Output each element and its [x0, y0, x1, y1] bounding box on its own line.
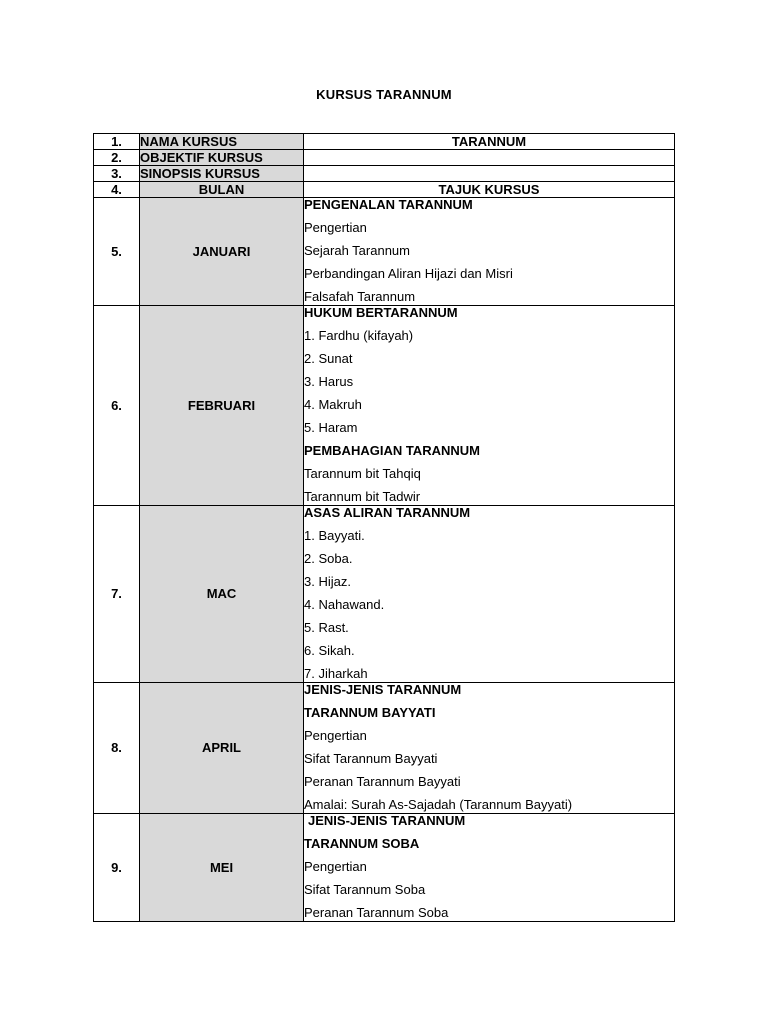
topic-line: Falsafah Tarannum [304, 289, 416, 304]
topic-cell [304, 814, 675, 922]
table-row [94, 166, 675, 182]
row-number: 5. [94, 198, 140, 306]
topic-heading: PEMBAHAGIAN TARANNUM [304, 443, 480, 458]
topic-line: 4. Makruh [304, 397, 362, 412]
table-row [94, 134, 675, 150]
topic-line: Pengertian [304, 220, 367, 235]
topic-line: Perbandingan Aliran Hijazi dan Misri [304, 266, 513, 281]
row-number: 3. [94, 166, 140, 182]
row-number: 7. [94, 506, 140, 683]
topic-line: Tarannum bit Tadwir [304, 489, 421, 504]
month-cell: MEI [140, 814, 304, 922]
month-cell: APRIL [140, 683, 304, 814]
topic-line: 4. Nahawand. [304, 597, 385, 612]
topic-line: 5. Rast. [304, 620, 349, 635]
row-number: 8. [94, 683, 140, 814]
table-row [94, 814, 675, 922]
row-number: 2. [94, 150, 140, 166]
course-table [93, 133, 675, 922]
topic-heading: JENIS-JENIS TARANNUM [304, 682, 462, 697]
topic-line: 3. Hijaz. [304, 574, 351, 589]
topic-line: Peranan Tarannum Soba [304, 905, 449, 920]
topic-line: 2. Sunat [304, 351, 353, 366]
row-label: NAMA KURSUS [140, 134, 304, 150]
table-row [94, 150, 675, 166]
topic-line: Peranan Tarannum Bayyati [304, 774, 461, 789]
topic-line: 2. Soba. [304, 551, 353, 566]
topic-line: Sejarah Tarannum [304, 243, 410, 258]
row-number: 1. [94, 134, 140, 150]
topic-line: 6. Sikah. [304, 643, 355, 658]
table-row [94, 182, 675, 198]
topic-cell [304, 683, 675, 814]
topic-heading: JENIS-JENIS TARANNUM [308, 813, 466, 828]
topic-line: Tarannum bit Tahqiq [304, 466, 421, 481]
topic-line: Pengertian [304, 728, 367, 743]
topic-heading: HUKUM BERTARANNUM [304, 305, 458, 320]
column-header-topic: TAJUK KURSUS [304, 182, 675, 198]
table-row [94, 306, 675, 506]
topic-line: Sifat Tarannum Bayyati [304, 751, 438, 766]
row-value: TARANNUM [304, 134, 675, 150]
table-row [94, 683, 675, 814]
topic-line: 1. Fardhu (kifayah) [304, 328, 414, 343]
month-cell: MAC [140, 506, 304, 683]
topic-heading: ASAS ALIRAN TARANNUM [304, 505, 471, 520]
row-label: SINOPSIS KURSUS [140, 166, 304, 182]
topic-line: 1. Bayyati. [304, 528, 365, 543]
topic-heading: PENGENALAN TARANNUM [304, 197, 473, 212]
table-row [94, 506, 675, 683]
row-value [304, 150, 675, 166]
topic-line: Sifat Tarannum Soba [304, 882, 426, 897]
row-label: OBJEKTIF KURSUS [140, 150, 304, 166]
row-number: 4. [94, 182, 140, 198]
topic-line: 3. Harus [304, 374, 354, 389]
topic-cell [304, 506, 675, 683]
row-number: 6. [94, 306, 140, 506]
topic-cell [304, 198, 675, 306]
row-number: 9. [94, 814, 140, 922]
table-row [94, 198, 675, 306]
topic-line: 5. Haram [304, 420, 358, 435]
page-title: KURSUS TARANNUM [316, 87, 452, 102]
topic-subheading: TARANNUM SOBA [304, 836, 420, 851]
month-cell: JANUARI [140, 198, 304, 306]
topic-subheading: TARANNUM BAYYATI [304, 705, 436, 720]
month-cell: FEBRUARI [140, 306, 304, 506]
topic-cell [304, 306, 675, 506]
topic-line: 7. Jiharkah [304, 666, 368, 681]
topic-line: Pengertian [304, 859, 367, 874]
column-header-month: BULAN [140, 182, 304, 198]
row-value [304, 166, 675, 182]
topic-line: Amalai: Surah As-Sajadah (Tarannum Bayyati) [304, 797, 573, 812]
